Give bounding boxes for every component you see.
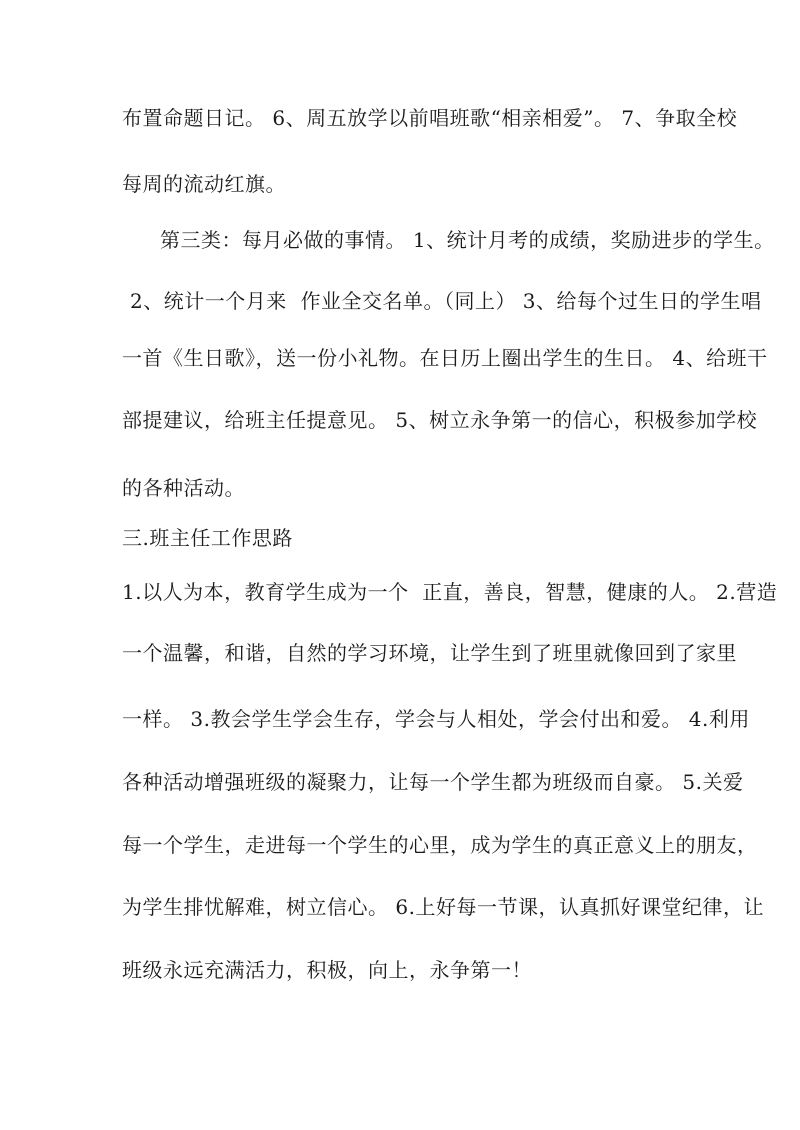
text-line: 2、统计一个月来 作业全交名单。（同上） 3、给每个过生日的学生唱 bbox=[130, 289, 762, 313]
text-line: 一个温馨，和谐，自然的学习环境，让学生到了班里就像回到了家里 bbox=[122, 641, 737, 665]
text-line: 一样。 3.教会学生学会生存，学会与人相处，学会付出和爱。 4.利用 bbox=[122, 707, 750, 731]
text-line: 布置命题日记。 6、周五放学以前唱班歌“相亲相爱”。 7、争取全校 bbox=[122, 106, 738, 130]
section-heading: 三.班主任工作思路 bbox=[122, 526, 293, 550]
text-line: 班级永远充满活力，积极，向上，永争第一！ bbox=[122, 958, 532, 982]
text-line: 为学生排忧解难，树立信心。 6.上好每一节课，认真抓好课堂纪律，让 bbox=[122, 895, 764, 919]
text-line: 的各种活动。 bbox=[122, 476, 245, 500]
paragraph-first-line: 第三类：每月必做的事情。 1、统计月考的成绩，奖励进步的学生。 bbox=[160, 228, 775, 252]
text-line: 1.以人为本，教育学生成为一个 正直，善良，智慧，健康的人。 2.营造 bbox=[122, 580, 778, 604]
text-line: 一首《生日歌》，送一份小礼物。在日历上圈出学生的生日。 4、给班干 bbox=[122, 346, 768, 370]
text-line: 每一个学生，走进每一个学生的心里，成为学生的真正意义上的朋友， bbox=[122, 833, 758, 857]
text-line: 每周的流动红旗。 bbox=[122, 172, 286, 196]
text-line: 部提建议，给班主任提意见。 5、树立永争第一的信心，积极参加学校 bbox=[122, 408, 758, 432]
text-line: 各种活动增强班级的凝聚力，让每一个学生都为班级而自豪。 5.关爱 bbox=[122, 770, 744, 794]
